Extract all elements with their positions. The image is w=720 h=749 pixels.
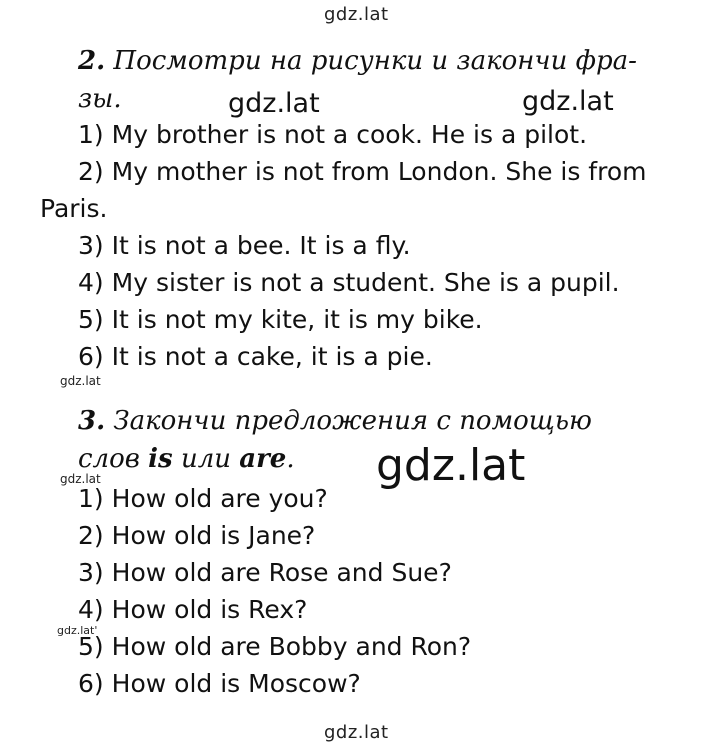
keyword-is: is	[148, 444, 173, 474]
task2-answer-2	[78, 157, 647, 186]
answer-number: 1)	[78, 120, 104, 149]
answer-number: 4)	[78, 595, 104, 624]
answer-text: My mother is not from London. She is from	[111, 157, 647, 186]
watermark-large: gdz.lat	[376, 440, 526, 491]
task3-heading-text: Закончи предложения с помощью	[113, 406, 592, 436]
answer-text: How old are Bobby and Ron?	[111, 632, 472, 661]
answer-number: 1)	[78, 484, 104, 513]
task2-answer-2-cont	[40, 194, 107, 223]
task3-heading-line2	[78, 444, 295, 474]
task3-answer-3	[78, 558, 452, 587]
answer-text: It is not a cake, it is a pie.	[111, 342, 433, 371]
watermark-top: gdz.lat	[324, 4, 389, 25]
answer-number: 3)	[78, 558, 104, 587]
task3-heading-or: или	[172, 444, 240, 474]
answer-number: 2)	[78, 521, 104, 550]
task2-answer-3	[78, 231, 411, 260]
answer-number: 6)	[78, 669, 104, 698]
answer-text: Paris.	[40, 194, 108, 223]
answer-text: How old is Moscow?	[111, 669, 361, 698]
answer-text: How old are you?	[111, 484, 328, 513]
task3-answer-6	[78, 669, 361, 698]
watermark-bottom: gdz.lat	[324, 722, 389, 743]
task3-answer-2	[78, 521, 315, 550]
answer-text: It is not my kite, it is my bike.	[111, 305, 483, 334]
task2-heading-line1	[78, 46, 637, 76]
answer-number: 5)	[78, 632, 104, 661]
answer-number: 4)	[78, 268, 104, 297]
task2-answer-1	[78, 120, 587, 149]
answer-text: How old is Jane?	[111, 521, 316, 550]
answer-text: It is not a bee. It is a fly.	[111, 231, 411, 260]
task3-answer-4	[78, 595, 307, 624]
task2-answer-6	[78, 342, 433, 371]
watermark-side-1: gdz.lat	[60, 374, 101, 388]
keyword-are: are	[239, 444, 287, 474]
answer-text: How old is Rex?	[111, 595, 308, 624]
answer-number: 3)	[78, 231, 104, 260]
answer-text: How old are Rose and Sue?	[111, 558, 452, 587]
task3-number: 3.	[78, 406, 106, 436]
answer-number: 6)	[78, 342, 104, 371]
task2-heading-text: Посмотри на рисунки и закончи фра-	[113, 46, 637, 76]
task3-answer-1	[78, 484, 328, 513]
task3-heading-line1	[78, 406, 592, 436]
task3-heading-words: слов	[78, 444, 149, 474]
task2-heading-line2: зы.	[78, 84, 122, 114]
task3-heading-period: .	[286, 444, 295, 474]
watermark-mid-left: gdz.lat	[228, 88, 320, 119]
answer-number: 5)	[78, 305, 104, 334]
task2-answer-5	[78, 305, 483, 334]
answer-text: My brother is not a cook. He is a pilot.	[111, 120, 588, 149]
watermark-mid-right: gdz.lat	[522, 86, 614, 117]
watermark-side-2: gdz.lat	[60, 472, 101, 486]
task3-answer-5	[78, 632, 471, 661]
answer-number: 2)	[78, 157, 104, 186]
task2-answer-4	[78, 268, 620, 297]
watermark-side-3: gdz.lat'	[57, 624, 98, 637]
task2-number: 2.	[78, 46, 106, 76]
answer-text: My sister is not a student. She is a pupil.	[111, 268, 620, 297]
